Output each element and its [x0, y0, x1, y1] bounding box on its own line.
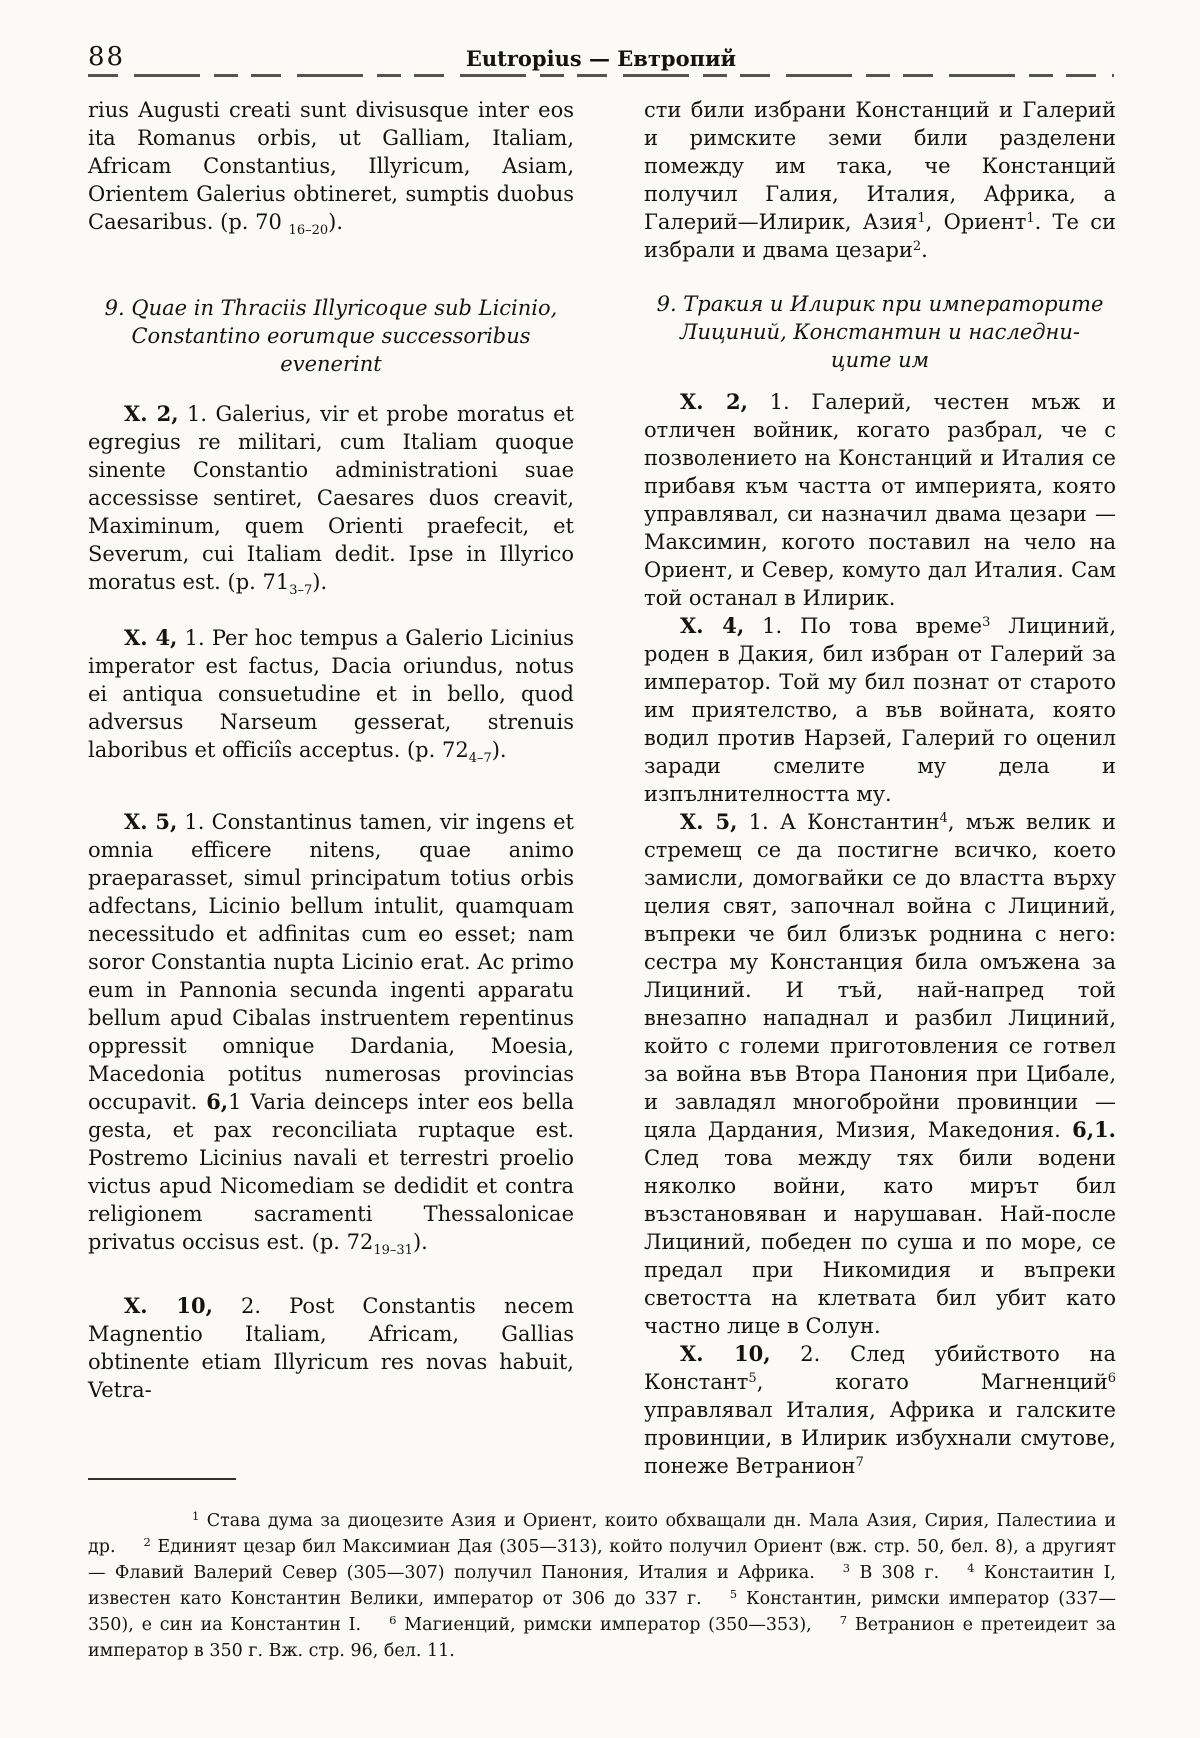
paragraph — [88, 400, 574, 596]
footnote-text: Ветранион е претеидеит за император в 350 г. Вж. стр. 96, бел. 11. — [88, 1615, 1116, 1661]
paragraph — [88, 1292, 574, 1404]
paragraph — [88, 96, 574, 236]
text-segment: ). — [412, 1230, 428, 1254]
text-segment: X. 2, — [680, 389, 748, 414]
text-segment: 6,1. — [1072, 1117, 1116, 1142]
text-segment: rius Augusti creati sunt divisusque inter eos ita Romanus orbis, ut Galliam, Italiam, Africam Constantius, Illyricum, Asiam, Orientem Galerius obtineret, sumptis duobus Caesaribus. (p. 70 — [88, 98, 574, 234]
text-segment: Лициний, роден в Дакия, бил избран от Галерий за император. Той му бил познат от старото им приятелство, а във войната, която водил против Нарзей, Галерий го оценил заради смелите му дела и изпълнителността му. — [644, 614, 1116, 806]
text-segment: 7 — [855, 1455, 864, 1470]
section-heading — [88, 294, 574, 378]
text-segment: 5 — [748, 1371, 757, 1386]
text-segment: Constantino eorumque successoribus — [131, 324, 531, 348]
text-segment: ). — [312, 570, 328, 594]
text-segment: X. 10, — [680, 1341, 771, 1366]
text-segment: X. 4, — [124, 625, 178, 650]
text-segment: X. 5, — [124, 809, 178, 834]
text-segment: 9. Тракия и Илирик при императорите — [656, 292, 1104, 316]
text-segment: , когато Магненций — [756, 1370, 1108, 1394]
footnote-marker: 5 — [729, 1587, 738, 1601]
text-segment: evenerint — [280, 352, 382, 376]
footnote-marker: 1 — [192, 1509, 200, 1523]
text-segment: 1. По това време — [744, 614, 983, 638]
text-segment: управлявал Италия, Африка и галските провинции, в Илирик избухнали смутове, понеже Ветранион — [644, 1398, 1116, 1478]
text-segment: ). — [491, 738, 507, 762]
footnote-marker: 2 — [143, 1535, 151, 1549]
text-segment: ците им — [830, 348, 930, 372]
text-segment: 9. Quae in Thraciis Illyricoque sub Licinio, — [104, 296, 558, 320]
footnote-marker: 3 — [842, 1561, 851, 1575]
text-segment: 6, — [206, 1089, 229, 1114]
text-segment: . Те си избрали и двама цезари — [644, 210, 1116, 262]
text-segment: 1. Galerius, vir et probe moratus et egregius re militari, cum Italiam quoque sinente Constantio administrationi suae accessisse sentiret, Caesares duos creavit, Maximinum, quem Orienti praefecit, et Severum, cui Italiam dedit. Ipse in Illyrico moratus est. (p. 71 — [88, 402, 574, 594]
text-segment: . — [921, 238, 928, 262]
text-segment: X. 10, — [124, 1293, 213, 1318]
text-segment: 2. Post Constantis necem Magnentio Italiam, Africam, Gallias obtinente etiam Illyricum res novas habuit, Vetra- — [88, 1294, 574, 1402]
text-segment: 1. Галерий, честен мъж и отличен войник, когато разбрал, че с позволението на Констанций и Италия се прибавя към частта от империята, която управлявал, си назначил двама цезари — Максимин, когото поставил на чело на Ориент, и Север, комуто дал Италия. Сам той останал в Илирик. — [644, 390, 1116, 610]
footnote-marker: 4 — [967, 1561, 975, 1575]
footnote-text: Става дума за диоцезите Азия и Ориент, които обхващали дн. Мала Азия, Сирия, Палестииа и др. — [88, 1511, 1116, 1557]
footnote-separator — [88, 1478, 236, 1480]
running-title: Eutropius — Евтропий — [465, 46, 737, 71]
footnote-text: Константин, римски император (337—350), е син иа Константин I. — [88, 1589, 1117, 1635]
text-segment: 1. Per hoc tempus a Galerio Licinius imperator est factus, Dacia oriundus, notus ei antiqua consuetudine et in bello, quod adversus Narseum gesserat, strenuis laboribus et officiîs acceptus. (p. 72 — [88, 626, 574, 762]
text-segment: 6 — [1107, 1371, 1116, 1386]
text-segment: , Ориент — [925, 210, 1027, 234]
header-rule — [88, 74, 1114, 77]
text-segment: сти били избрани Констанций и Галерий и римските земи били разделени помежду им така, че Констанций получил Галия, Италия, Африка, а Галерий—Илирик, Азия — [644, 98, 1116, 234]
footnote-marker: 6 — [389, 1613, 397, 1627]
footnote-text: Единият цезар бил Максимиан Дая (305—313), който получил Ориент (вж. стр. 50, бел. 8), а другият — Флавий Валерий Север (305—307) получил Панония, Италия и Африка. — [88, 1537, 1116, 1583]
text-segment: 3–7 — [289, 583, 313, 598]
page-number: 88 — [88, 42, 126, 72]
text-segment: 3 — [982, 615, 991, 630]
text-segment: 4–7 — [468, 751, 492, 766]
footnote-marker: 7 — [839, 1613, 848, 1627]
text-segment: 1 Varia deinceps inter eos bella gesta, et pax reconciliata ruptaque est. Postremo Licinius navali et terrestri proelio victus apud Nicomediam se dedidit et contra religionem sacramenti Thessalonicae privatus occisus est. (p. 72 — [88, 1090, 575, 1254]
footnote-text: Констаитин I, известен като Константин Велики, император от 306 до 337 г. — [88, 1563, 1117, 1609]
text-segment: Лициний, Константин и наследни- — [679, 320, 1081, 344]
text-segment: 2 — [912, 239, 922, 254]
text-segment: 4 — [939, 811, 948, 826]
paragraph — [644, 612, 1116, 808]
text-segment: 19–31 — [373, 1243, 413, 1258]
footnotes — [88, 1508, 1116, 1664]
text-segment: След това между тях били водени няколко войни, като мирът бил възстановяван и нарушаван. Най-после Лициний, победен по суша и по море, се предал при Никомидия и въпреки светостта на клетвата бил убит като частно лице в Солун. — [644, 1146, 1116, 1338]
section-heading — [644, 290, 1116, 374]
text-segment: X. 4, — [680, 613, 745, 638]
footnote-text: Магиенций, римски император (350—353), — [396, 1615, 812, 1635]
paragraph — [644, 808, 1116, 1340]
paragraph — [644, 1340, 1116, 1480]
text-segment: ). — [328, 210, 344, 234]
paragraph — [644, 96, 1116, 264]
text-segment: 1. Constantinus tamen, vir ingens et omnia efficere nitens, quae animo praeparasset, simul principatum totius orbis adfectans, Licinio bellum intulit, quamquam necessitudo et adfinitas cum eo esset; nam soror Constantia nupta Licinio erat. Ac primo eum in Pannonia secunda ingenti apparatu bellum apud Cibalas instruentem repentinus oppressit omnique Dardania, Moesia, Macedonia potitus numerosas provincias occupavit. — [88, 810, 574, 1114]
text-segment: 1. А Константин — [737, 810, 940, 834]
text-segment: , мъж велик и стремещ се да постигне всичко, което замисли, домогвайки се до властта върху целия свят, започнал война с Лициний, въпреки че бил близък роднина с него: сестра му Констанция била омъжена за Лициний. И тъй, най-напред той внезапно нападнал и разбил Лициний, който с големи приготовления се готвел за война във Втора Панония при Цибале, и завладял многобройни провинции — цяла Дардания, Мизия, Македония. — [644, 810, 1116, 1142]
text-segment: 2. След убийството на Констант — [644, 1342, 1117, 1394]
text-segment: 1 — [917, 211, 926, 226]
latin-column — [88, 96, 574, 1480]
text-segment: 1 — [1026, 211, 1035, 226]
bulgarian-column — [644, 96, 1116, 1480]
text-segment: X. 2, — [124, 401, 179, 426]
footnote-text: В 308 г. — [850, 1563, 940, 1583]
paragraph — [88, 808, 574, 1256]
paragraph — [644, 388, 1116, 612]
paragraph — [88, 624, 574, 764]
text-columns — [88, 96, 1116, 1480]
text-segment: 16–20 — [288, 223, 329, 238]
text-segment: X. 5, — [680, 809, 738, 834]
